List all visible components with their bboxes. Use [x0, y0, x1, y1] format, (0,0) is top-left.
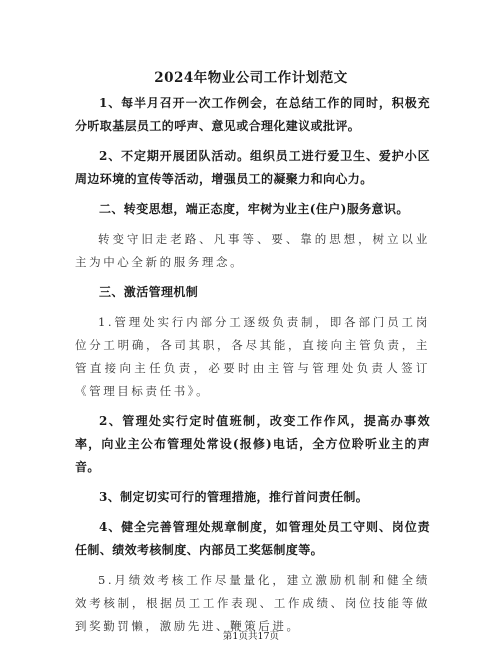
- paragraph-8: 5.月绩效考核工作尽量量化，建立激励机制和健全绩效考核制，根据员工工作表现、工作成绩、岗位技能等做到奖勤罚懒，激励先进、鞭策后进。: [75, 573, 430, 633]
- paragraph-7: 4、健全完善管理处规章制度，如管理处员工守则、岗位责任制、绩效考核制度、内部员工奖惩制度等。: [75, 520, 430, 557]
- section-heading-2: 二、转变思想，端正态度，牢树为业主(住户)服务意识。: [99, 202, 409, 216]
- paragraph-1: 1、每半月召开一次工作例会，在总结工作的同时，积极充分听取基层员工的呼声、意见或合理化建议或批评。: [75, 96, 430, 133]
- paragraph-5: 2、管理处实行定时值班制，改变工作作风，提高办事效率，向业主公布管理处常设(报修)电话，全方位聆听业主的声音。: [75, 414, 430, 474]
- section-heading-3: 三、激活管理机制: [99, 285, 199, 299]
- paragraph-4: 1.管理处实行内部分工逐级负责制，即各部门员工岗位分工明确，各司其职，各尽其能，直接向主管负责，主管直接向主任负责，必要时由主管与管理处负责人签订《管理目标责任书》。: [75, 315, 430, 398]
- paragraph-3: 转变守旧走老路、凡事等、要、靠的思想，树立以业主为中心全新的服务理念。: [75, 232, 430, 269]
- document-title: 2024年物业公司工作计划范文: [154, 70, 348, 86]
- paragraph-2: 2、不定期开展团队活动。组织员工进行爱卫生、爱护小区周边环境的宣传等活动，增强员工的凝聚力和向心力。: [75, 149, 430, 186]
- paragraph-6: 3、制定切实可行的管理措施，推行首问责任制。: [99, 490, 369, 504]
- page-number-footer: 第1页共17页: [222, 631, 280, 642]
- document-body: [75, 92, 430, 645]
